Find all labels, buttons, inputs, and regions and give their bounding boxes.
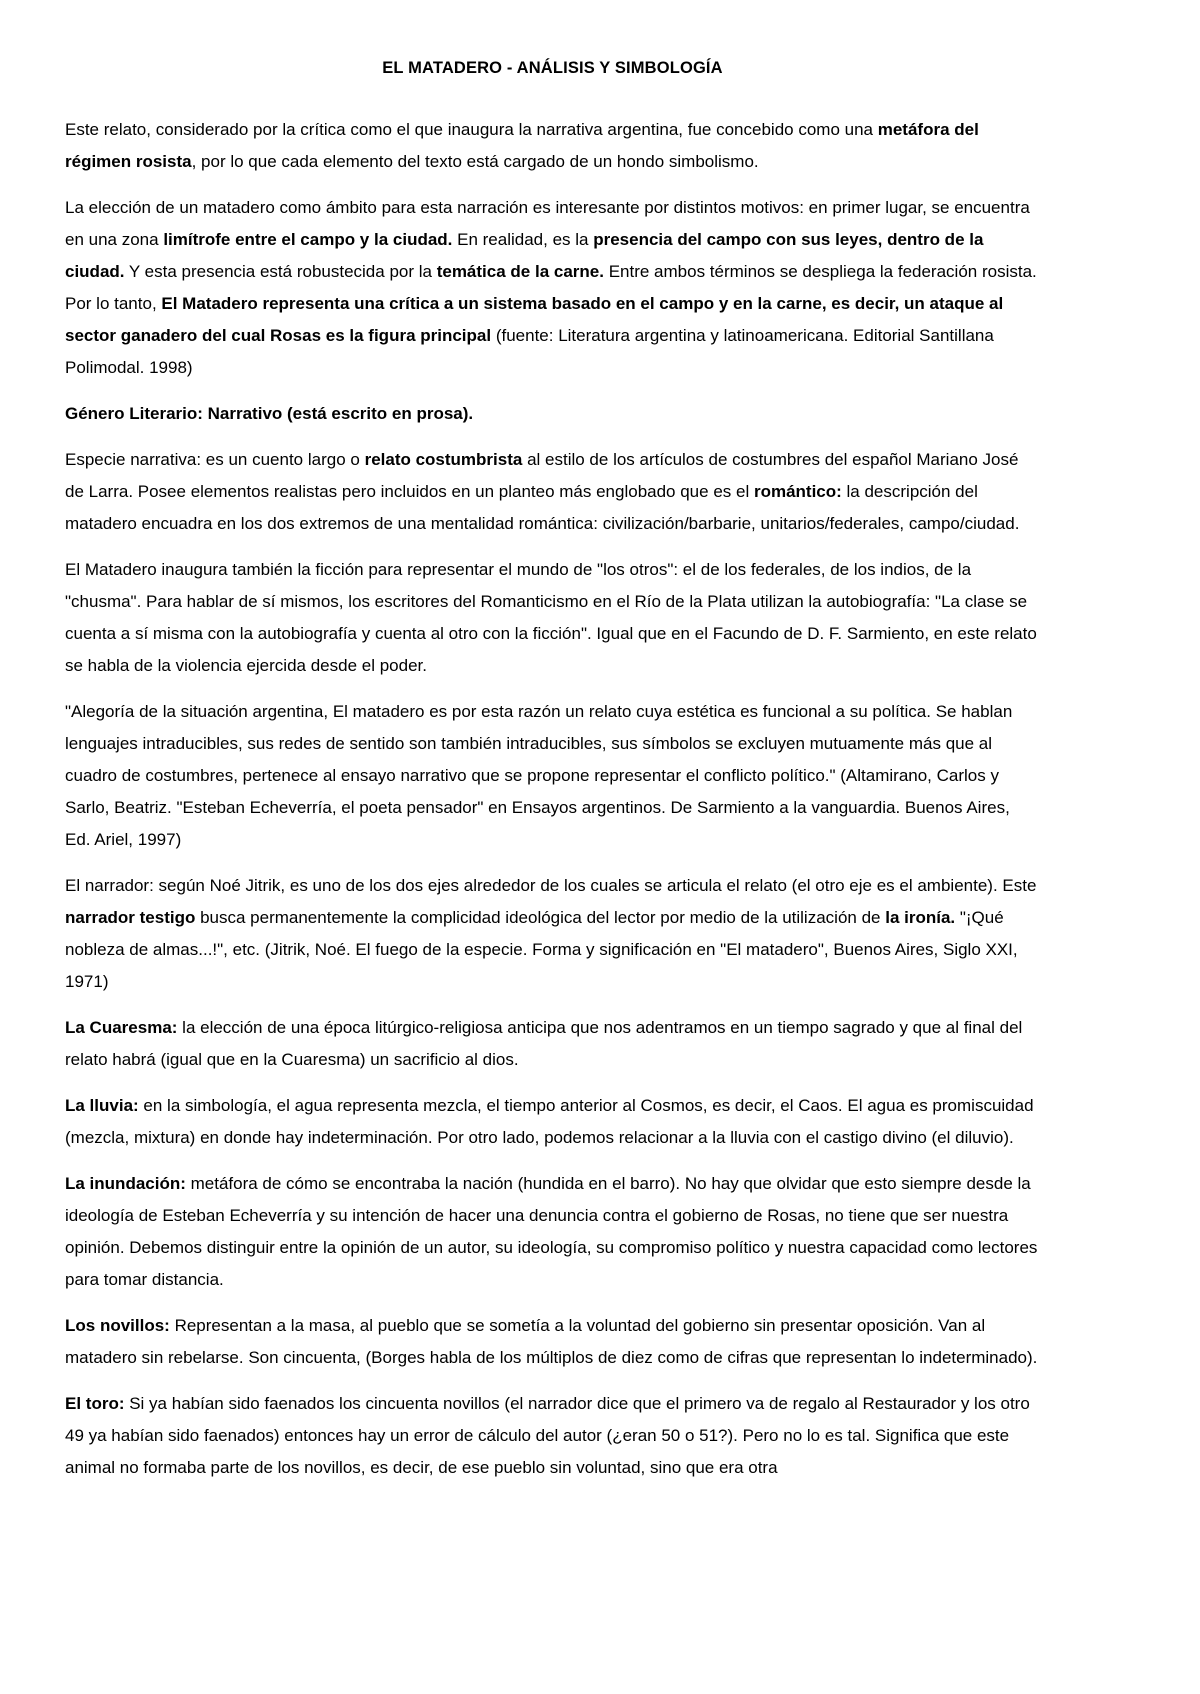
text-run-bold: El Matadero representa una crítica a un sistema basado en el campo y en la carne, es decir, un ataque al sector ganadero del cual Rosas es la figura principal [65,294,1004,345]
text-run: Este relato, considerado por la crítica como el que inaugura la narrativa argentina, fue concebido como una [65,120,878,139]
text-run: Si ya habían sido faenados los cincuenta novillos (el narrador dice que el primero va de regalo al Restaurador y los otro 49 ya habían sido faenados) entonces hay un error de cálculo del autor (¿eran 50 o 51?). Pero no lo es tal. Significa que este animal no formaba parte de los novillos, es decir, de ese pueblo sin voluntad, sino que era otra [65,1394,1030,1477]
paragraph-p8-la-cuaresma [65,1012,1040,1076]
text-run-bold: presencia del campo con sus leyes, dentro de la ciudad. [65,230,984,281]
text-run: la elección de una época litúrgico-religiosa anticipa que nos adentramos en un tiempo sagrado y que al final del relato habrá (igual que en la Cuaresma) un sacrificio al dios. [65,1018,1023,1069]
paragraph-p12-el-toro [65,1388,1040,1484]
text-run: En realidad, es la [452,230,594,249]
paragraph-p10-la-inundacion [65,1168,1040,1296]
paragraph-p2-eleccion-matadero [65,192,1040,384]
text-run: La elección de un matadero como ámbito para esta narración es interesante por distintos motivos: en primer lugar, se encuentra en una zona [65,198,1030,249]
paragraph-p6-alegoria-altamirano-sarlo [65,696,1040,856]
text-run: (fuente: Literatura argentina y latinoamericana. Editorial Santillana Polimodal. 1998) [65,326,994,377]
text-run: Entre ambos términos se despliega la federación rosista. Por lo tanto, [65,262,1037,313]
text-run-bold: metáfora del régimen rosista [65,120,979,171]
document-body [65,114,1040,1484]
text-run: Representan a la masa, al pueblo que se sometía a la voluntad del gobierno sin presentar oposición. Van al matadero sin rebelarse. Son cincuenta, (Borges habla de los múltiplos de diez como de cifras que representan lo indeterminado). [65,1316,1038,1367]
text-run-bold: limítrofe entre el campo y la ciudad. [163,230,453,249]
page-title: EL MATADERO - ANÁLISIS Y SIMBOLOGÍA [382,59,723,77]
text-run: en la simbología, el agua representa mezcla, el tiempo anterior al Cosmos, es decir, el Caos. El agua es promiscuidad (mezcla, mixtura) en donde hay indeterminación. Por otro lado, podemos relacionar a la lluvia con el castigo divino (el diluvio). [65,1096,1034,1147]
text-run-bold: la ironía. [885,908,956,927]
text-run: la descripción del matadero encuadra en los dos extremos de una mentalidad romántica: civilización/barbarie, unitarios/federales, campo/ciudad. [65,482,1020,533]
text-run-bold: relato costumbrista [364,450,523,469]
text-run: metáfora de cómo se encontraba la nación (hundida en el barro). No hay que olvidar que esto siempre desde la ideología de Esteban Echeverría y su intención de hacer una denuncia contra el gobierno de Rosas, no tiene que ser nuestra opinión. Debemos distinguir entre la opinión de un autor, su ideología, su compromiso político y nuestra capacidad como lectores para tomar distancia. [65,1174,1038,1289]
paragraph-p5-ficcion-los-otros [65,554,1040,682]
text-run-bold: romántico: [753,482,842,501]
text-run: Y esta presencia está robustecida por la [124,262,437,281]
text-run: El narrador: según Noé Jitrik, es uno de los dos ejes alrededor de los cuales se articula el relato (el otro eje es el ambiente). Este [65,876,1037,895]
text-run: El Matadero inaugura también la ficción para representar el mundo de "los otros": el de los federales, de los indios, de la "chusma". Para hablar de sí mismos, los escritores del Romanticismo en el Río de la Plata utilizan la autobiografía: "La clase se cuenta a sí misma con la autobiografía y cuenta al otro con la ficción". Igual que en el Facundo de D. F. Sarmiento, en este relato se habla de la violencia ejercida desde el poder. [65,560,1037,675]
text-run-bold: El toro: [65,1394,125,1413]
text-run: "¡Qué nobleza de almas...!", etc. (Jitrik, Noé. El fuego de la especie. Forma y significación en "El matadero", Buenos Aires, Siglo XXI, 1971) [65,908,1018,991]
text-run-bold: Género Literario: Narrativo (está escrito en prosa). [65,404,474,423]
text-run-bold: La Cuaresma: [65,1018,178,1037]
text-run-bold: Los novillos: [65,1316,170,1335]
paragraph-p3-genero-literario [65,398,1040,430]
paragraph-p11-los-novillos [65,1310,1040,1374]
text-run-bold: La inundación: [65,1174,186,1193]
text-run: busca permanentemente la complicidad ideológica del lector por medio de la utilización de [195,908,886,927]
text-run: , por lo que cada elemento del texto está cargado de un hondo simbolismo. [191,152,759,171]
text-run: al estilo de los artículos de costumbres del español Mariano José de Larra. Posee elementos realistas pero incluidos en un planteo más englobado que es el [65,450,1019,501]
text-run: "Alegoría de la situación argentina, El matadero es por esta razón un relato cuya estética es funcional a su política. Se hablan lenguajes intraducibles, sus redes de sentido son también intraducibles, sus símbolos se excluyen mutuamente más que al cuadro de costumbres, pertenece al ensayo narrativo que se propone representar el conflicto político." (Altamirano, Carlos y Sarlo, Beatriz. "Esteban Echeverría, el poeta pensador" en Ensayos argentinos. De Sarmiento a la vanguardia. Buenos Aires, Ed. Ariel, 1997) [65,702,1013,849]
paragraph-p9-la-lluvia [65,1090,1040,1154]
text-run-bold: La lluvia: [65,1096,139,1115]
paragraph-p1-metafora-regimen-rosista [65,114,1040,178]
text-run: Especie narrativa: es un cuento largo o [65,450,365,469]
text-run-bold: temática de la carne. [436,262,604,281]
text-run-bold: narrador testigo [65,908,196,927]
paragraph-p4-especie-narrativa [65,444,1040,540]
paragraph-p7-el-narrador-jitrik [65,870,1040,998]
